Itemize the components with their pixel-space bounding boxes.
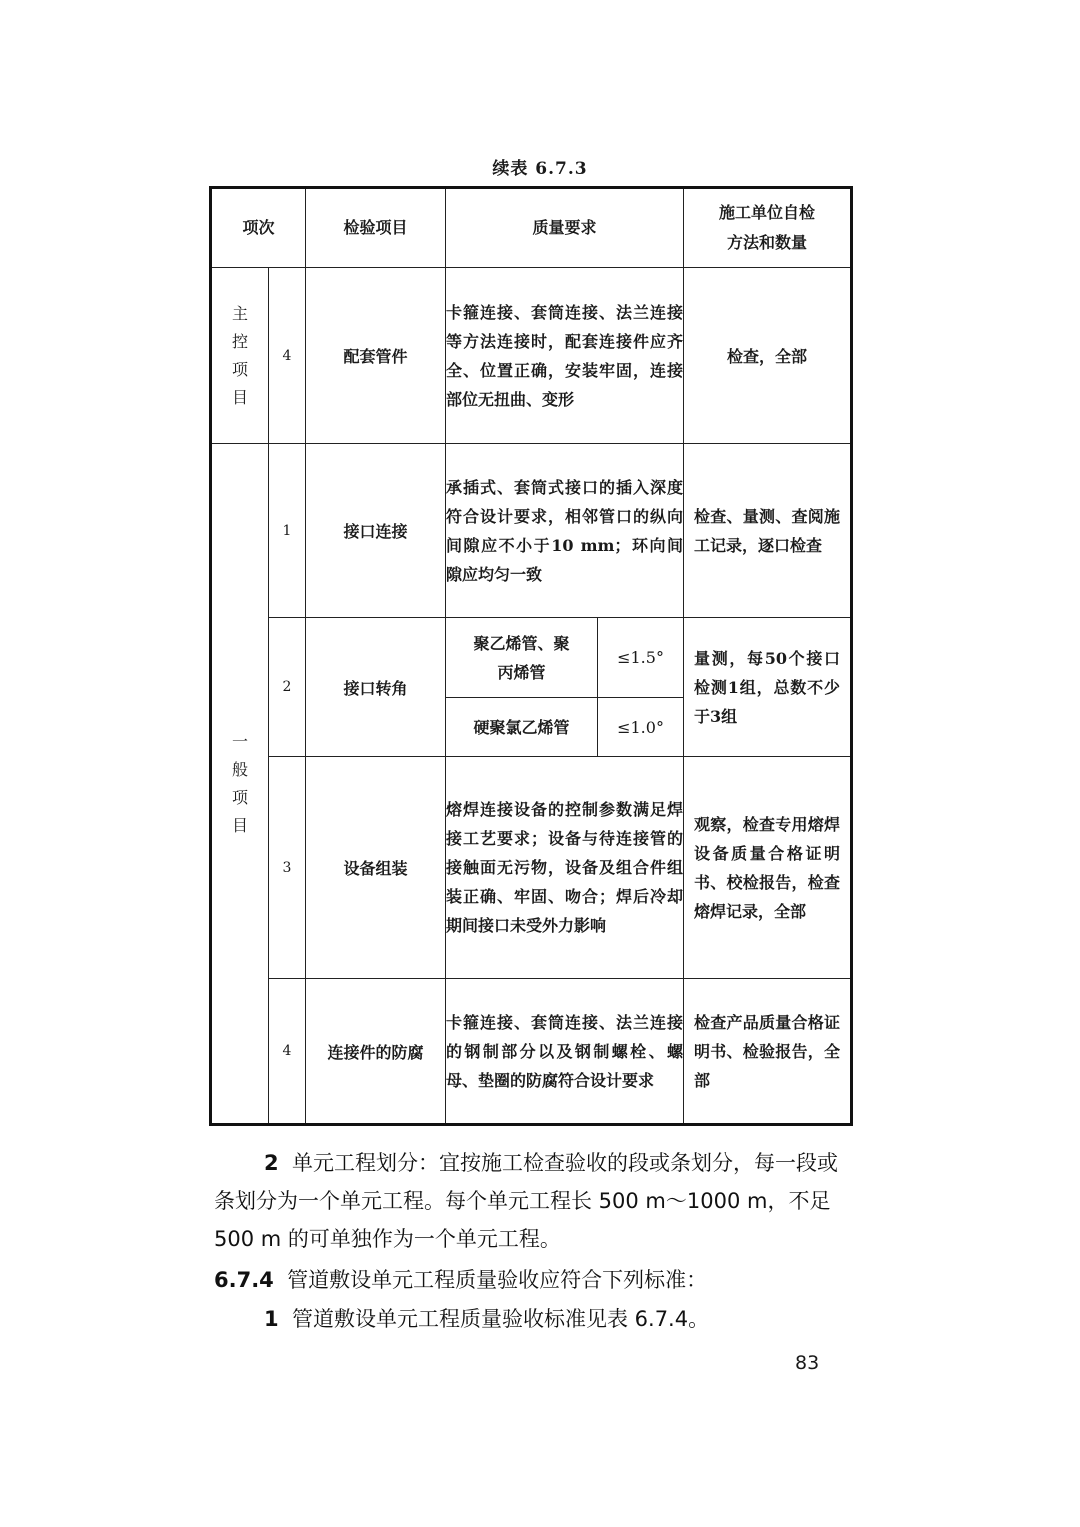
table-row	[211, 444, 852, 618]
row-method: 检查产品质量合格证明书、检验报告，全部	[684, 979, 852, 1125]
row-number: 3	[269, 757, 306, 979]
row-number: 4	[269, 979, 306, 1125]
paragraph-text: 单元工程划分：宜按施工检查验收的段或条划分，每一段或条划分为一个单元工程。每个单元工程长 500 m～1000 m，不足 500 m 的可单独作为一个单元工程。	[214, 1151, 838, 1251]
paragraph-number: 2	[264, 1151, 279, 1175]
section-heading	[214, 1261, 854, 1299]
paragraph-unit-division	[214, 1144, 854, 1258]
row-number: 2	[269, 618, 306, 757]
header-item: 检验项目	[306, 188, 446, 268]
row-quality: 熔焊连接设备的控制参数满足焊接工艺要求；设备与待连接管的接触面无污物，设备及组合件组装正确、牢固、吻合；焊后冷却期间接口未受外力影响	[446, 757, 684, 979]
table-row	[211, 979, 852, 1125]
header-quality: 质量要求	[446, 188, 684, 268]
paragraph-standard	[214, 1300, 854, 1338]
row-method: 检查，全部	[684, 268, 852, 444]
row-method: 观察，检查专用熔焊设备质量合格证明书、校检报告，检查熔焊记录，全部	[684, 757, 852, 979]
row-quality: 卡箍连接、套筒连接、法兰连接等方法连接时，配套连接件应齐全、位置正确，安装牢固，连接部位无扭曲、变形	[446, 268, 684, 444]
section-text: 管道敷设单元工程质量验收应符合下列标准：	[287, 1268, 708, 1292]
row-item: 接口转角	[306, 618, 446, 757]
table-caption: 续表 6.7.3	[492, 159, 588, 179]
table-header-row	[211, 188, 852, 268]
row-quality: 卡箍连接、套筒连接、法兰连接的钢制部分以及钢制螺栓、螺母、垫圈的防腐符合设计要求	[446, 979, 684, 1125]
header-method: 施工单位自检方法和数量	[684, 188, 852, 268]
table-row	[211, 618, 852, 698]
row-item: 连接件的防腐	[306, 979, 446, 1125]
sub-material: 聚乙烯管、聚丙烯管	[446, 618, 598, 698]
sub-value: ≤1.5°	[598, 618, 684, 698]
table-row	[211, 268, 852, 444]
category-main-control: 主控项目	[211, 268, 269, 444]
row-number: 4	[269, 268, 306, 444]
row-number: 1	[269, 444, 306, 618]
section-number: 6.7.4	[214, 1268, 274, 1292]
row-quality: 承插式、套筒式接口的插入深度符合设计要求，相邻管口的纵向间隙应不小于10 mm；环向间隙应均匀一致	[446, 444, 684, 618]
page-number: 83	[795, 1352, 820, 1374]
header-category: 项次	[211, 188, 306, 268]
row-method: 检查、量测、查阅施工记录，逐口检查	[684, 444, 852, 618]
sub-value: ≤1.0°	[598, 698, 684, 757]
sub-material: 硬聚氯乙烯管	[446, 698, 598, 757]
paragraph-text: 管道敷设单元工程质量验收标准见表 6.7.4。	[291, 1307, 710, 1331]
row-item: 接口连接	[306, 444, 446, 618]
category-general: 一般项目	[211, 444, 269, 1125]
paragraph-number: 1	[264, 1307, 279, 1331]
row-item: 设备组装	[306, 757, 446, 979]
row-method: 量测，每50个接口检测1组，总数不少于3组	[684, 618, 852, 757]
inspection-table	[209, 186, 853, 1126]
table-row	[211, 757, 852, 979]
row-item: 配套管件	[306, 268, 446, 444]
